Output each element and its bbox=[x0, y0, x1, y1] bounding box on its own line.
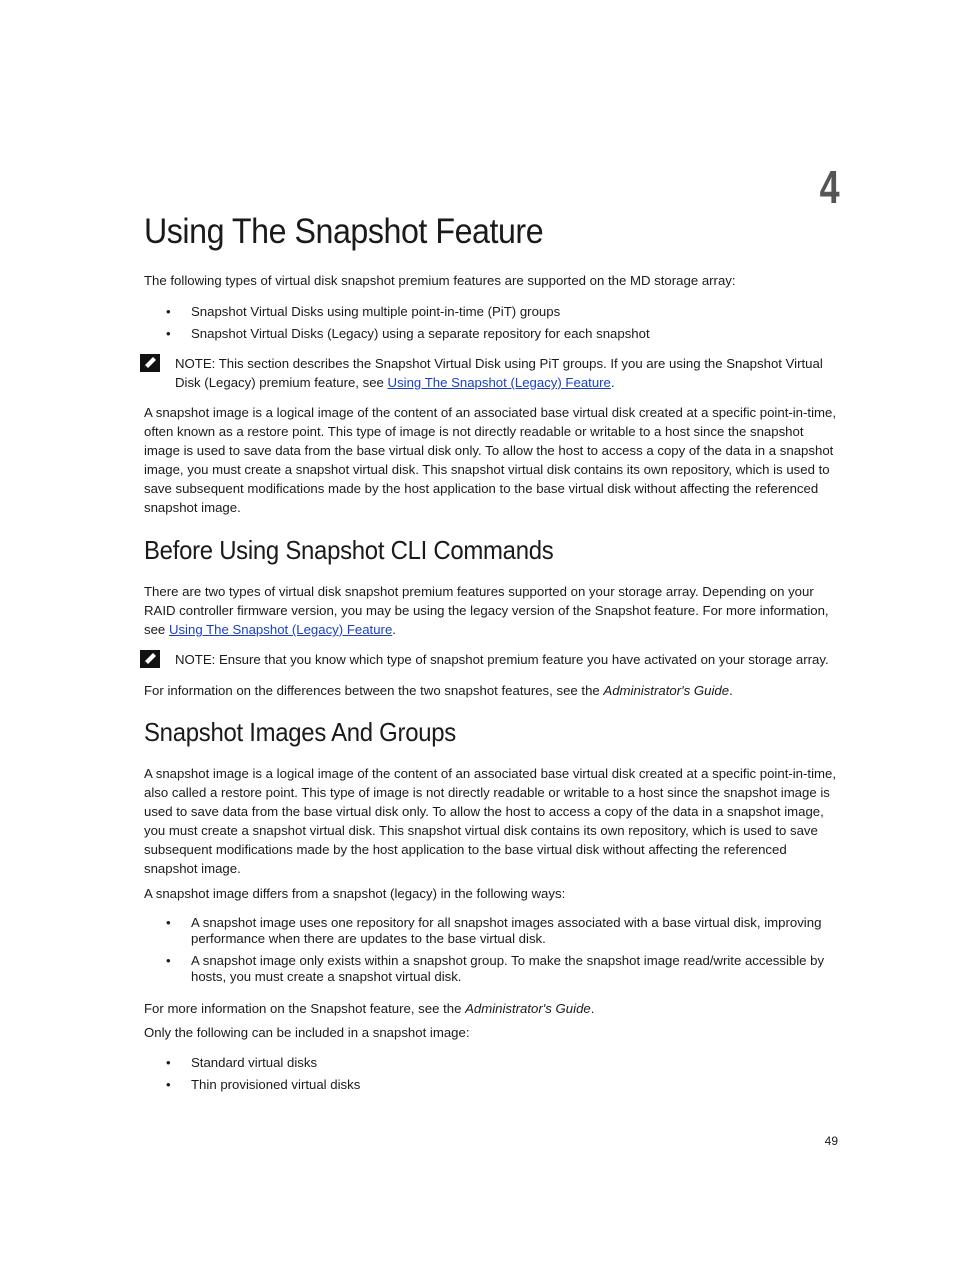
legacy-feature-link[interactable]: Using The Snapshot (Legacy) Feature bbox=[168, 622, 393, 637]
intro-bullet-list bbox=[144, 302, 840, 343]
list-item: • A snapshot image uses one repository for all snapshot images associated with a base virtual disk, improving performance when there are updates to the base virtual disk. bbox=[144, 915, 840, 947]
section-heading: Before Using Snapshot CLI Commands bbox=[144, 535, 554, 565]
list-item: • Snapshot Virtual Disks using multiple point-in-time (PiT) groups bbox=[144, 302, 840, 321]
list-item: • Standard virtual disks bbox=[144, 1053, 840, 1072]
paragraph-text-end: . bbox=[392, 622, 396, 637]
body-paragraph: A snapshot image differs from a snapshot (legacy) in the following ways: bbox=[144, 886, 566, 901]
differences-bullet-list bbox=[144, 915, 840, 985]
intro-text: The following types of virtual disk snapshot premium features are supported on the MD storage array: bbox=[144, 273, 736, 288]
included-bullet-list bbox=[144, 1053, 840, 1094]
list-item: • A snapshot image only exists within a snapshot group. To make the snapshot image read/write accessible by hosts, you must create a snapshot virtual disk. bbox=[144, 953, 840, 985]
paragraph-text: For information on the differences between the two snapshot features, see the bbox=[144, 683, 604, 698]
paragraph-text-end: . bbox=[729, 683, 733, 698]
pencil-note-icon bbox=[140, 650, 160, 668]
paragraph-text-end: . bbox=[590, 1001, 595, 1016]
body-paragraph: A snapshot image is a logical image of the content of an associated base virtual disk created at a specific point-in-time, often known as a restore point. This type of image is not directly readable or writable to a host since the snapshot image is used to save data from the base virtual disk only. To allow the host to access a copy of the data in a snapshot image, you must create a snapshot virtual disk. This snapshot virtual disk contains its own repository, which is used to save subsequent modifications made by the host application to the base virtual disk without affecting the referenced snapshot image. bbox=[144, 405, 836, 515]
body-paragraph: Only the following can be included in a snapshot image: bbox=[144, 1025, 470, 1040]
page-number: 49 bbox=[824, 1134, 838, 1148]
legacy-feature-link[interactable]: Using The Snapshot (Legacy) Feature bbox=[387, 375, 611, 390]
note-label: NOTE: bbox=[175, 652, 216, 667]
note-text-end: . bbox=[610, 375, 615, 390]
note-label: NOTE: bbox=[175, 356, 216, 371]
paragraph-text: For more information on the Snapshot feature, see the bbox=[144, 1001, 466, 1016]
section-heading: Snapshot Images And Groups bbox=[144, 717, 456, 747]
body-paragraph: A snapshot image is a logical image of the content of an associated base virtual disk created at a specific point-in-time, also called a restore point. This type of image is not directly readable or writable to a host since the snapshot image is used to save data from the base virtual disk only. To allow the host to access a copy of the data in a snapshot image, you must create a snapshot virtual disk. This snapshot virtual disk contains its own repository, which is used to save subsequent modifications made by the host application to the base virtual disk without affecting the referenced snapshot image. bbox=[144, 766, 836, 876]
pencil-note-icon bbox=[140, 354, 160, 372]
note-text: This section describes the Snapshot Virtual Disk using PiT groups. If you are using the Snapshot Virtual Disk (Legacy) premium feature, see bbox=[175, 356, 823, 390]
page-title: Using The Snapshot Feature bbox=[144, 212, 544, 251]
note-text: Ensure that you know which type of snapshot premium feature you have activated on your storage array. bbox=[215, 652, 829, 667]
chapter-number: 4 bbox=[820, 161, 840, 213]
guide-title: Administrator's Guide bbox=[603, 683, 730, 698]
list-item: • Thin provisioned virtual disks bbox=[144, 1075, 840, 1094]
guide-title: Administrator's Guide bbox=[465, 1001, 591, 1016]
note-box bbox=[140, 650, 840, 669]
body-paragraph bbox=[144, 999, 840, 1018]
body-paragraph bbox=[144, 681, 840, 700]
note-box bbox=[140, 354, 840, 392]
paragraph-text: There are two types of virtual disk snapshot premium features supported on your storage array. Depending on your RAID controller firmware version, you may be using the legacy version of the Snapshot feature. For more information, see bbox=[144, 584, 829, 637]
list-item: • Snapshot Virtual Disks (Legacy) using a separate repository for each snapshot bbox=[144, 324, 840, 343]
body-paragraph bbox=[144, 582, 840, 639]
